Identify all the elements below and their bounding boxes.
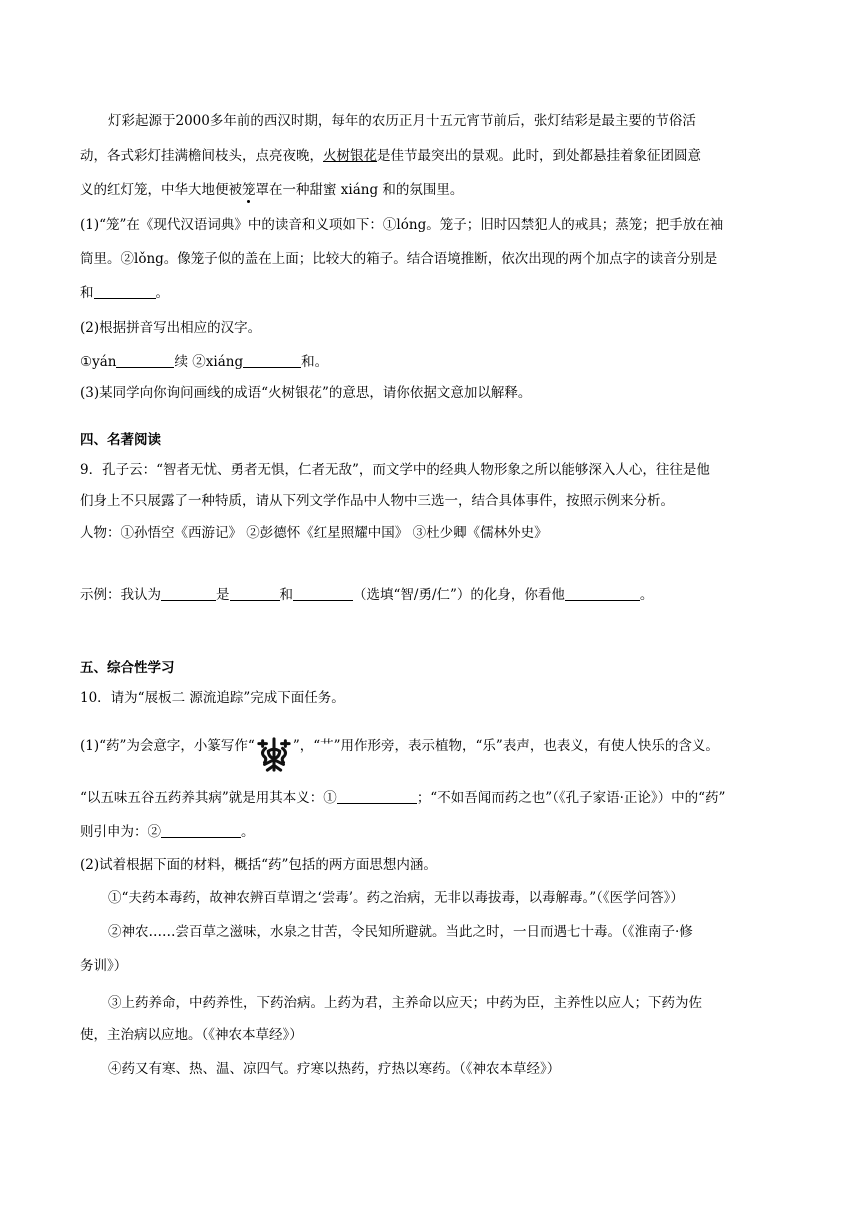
answer-blank[interactable] xyxy=(230,586,280,601)
answer-blank[interactable] xyxy=(337,789,417,804)
underlined-idiom: 火树银花 xyxy=(323,148,377,164)
section-4-heading: 四、名著阅读 xyxy=(80,432,161,448)
q9-example: 示例：我认为 是 和 （选填“智/勇/仁”）的化身，你看他 。 xyxy=(80,587,654,603)
q8-part2-blanks: ①yán 续 ②xiáng 和。 xyxy=(80,354,329,370)
material-3-line-2: 使，主治病以应地。（《神农本草经》） xyxy=(80,1027,303,1043)
section-5-heading: 五、综合性学习 xyxy=(80,660,175,676)
q10-part1-line-3: 则引申为：② 。 xyxy=(80,824,255,840)
q10-part1-line-1: (1)“药”为会意字，小篆写作“ ”，“艹”用作形旁，表示植物，“乐”表声，也表义，有使人快乐的含义。 xyxy=(80,736,790,772)
seal-script-yao-icon xyxy=(255,736,293,772)
q9-characters: 人物：①孙悟空《西游记》 ②彭德怀《红星照耀中国》 ③杜少卿《儒林外史》 xyxy=(80,525,548,541)
q9-line-1: 9．孔子云：“智者无忧、勇者无惧，仁者无敌”，而文学中的经典人物形象之所以能够深入人心，往往是他 xyxy=(80,462,710,478)
q8-part3: (3)某同学向你询问画线的成语“火树银花”的意思，请你依据文意加以解释。 xyxy=(80,385,532,401)
q8-part1-line-2: 筒里。②lǒng。像笼子似的盖在上面；比较大的箱子。结合语境推断，依次出现的两个加点字的读音分别是 xyxy=(80,251,718,267)
answer-blank[interactable] xyxy=(116,353,174,368)
material-4: ④药又有寒、热、温、凉四气。疗寒以热药，疗热以寒药。（《神农本草经》） xyxy=(108,1061,561,1077)
q8-part1-line-1: (1)“笼”在《现代汉语词典》中的读音和义项如下：①lóng。笼子；旧时囚禁犯人的戒具；蒸笼；把手放在袖 xyxy=(80,217,724,233)
answer-blank[interactable] xyxy=(565,586,640,601)
answer-blank[interactable] xyxy=(293,586,353,601)
q8-part2: (2)根据拼音写出相应的汉字。 xyxy=(80,320,262,336)
dotted-character: 笼 xyxy=(242,182,256,198)
q10-part1-line-2: “以五味五谷五药养其病”就是用其本义：① ；“不如吾闻而药之也”（《孔子家语·正论》）中的“药” xyxy=(80,790,726,806)
q8-part1-line-3: 和 。 xyxy=(80,285,169,301)
passage-line-1: 灯彩起源于2000多年前的西汉时期，每年的农历正月十五元宵节前后，张灯结彩是最主要的节俗活 xyxy=(108,113,696,129)
passage-line-2: 动，各式彩灯挂满檐间枝头，点亮夜晚，火树银花是佳节最突出的景观。此时，到处都悬挂着象征团圆意 xyxy=(80,148,701,164)
answer-blank[interactable] xyxy=(161,586,216,601)
passage-line-3: 义的红灯笼，中华大地便被笼罩在一种甜蜜 xiáng 和的氛围里。 xyxy=(80,182,464,198)
answer-blank[interactable] xyxy=(161,823,241,838)
material-3-line-1: ③上药养命，中药养性，下药治病。上药为君，主养命以应天；中药为臣，主养性以应人；下药为佐 xyxy=(108,995,702,1011)
material-2-line-1: ②神农……尝百草之滋味，水泉之甘苦，令民知所避就。当此之时，一日而遇七十毒。（《淮南子·修 xyxy=(108,924,693,940)
answer-blank[interactable] xyxy=(94,284,156,299)
q10-prompt: 10．请为“展板二 源流追踪”完成下面任务。 xyxy=(80,690,345,706)
answer-blank[interactable] xyxy=(243,353,301,368)
q10-part2: (2)试着根据下面的材料，概括“药”包括的两方面思想内涵。 xyxy=(80,857,437,873)
material-2-line-2: 务训》） xyxy=(80,958,128,974)
material-1: ①“夫药本毒药，故神农辨百草谓之‘尝毒’。药之治病，无非以毒拔毒，以毒解毒。”（《医学问答》） xyxy=(108,890,684,906)
q9-line-2: 们身上不只展露了一种特质，请从下列文学作品中人物中三选一，结合具体事件，按照示例来分析。 xyxy=(80,493,674,509)
